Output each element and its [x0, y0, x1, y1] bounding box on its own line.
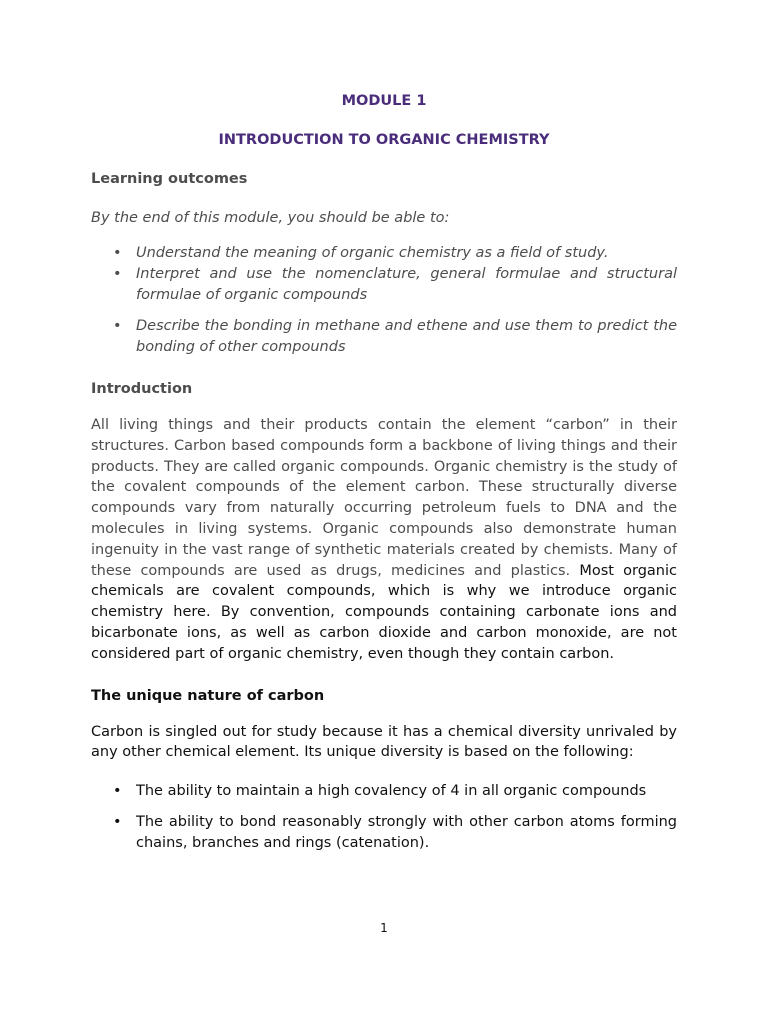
bullet-icon: •	[113, 245, 122, 261]
page-content	[91, 88, 677, 854]
bullet-icon: •	[113, 783, 122, 800]
unique-nature-list	[91, 781, 677, 854]
introduction-text-dark: Most organic chemicals are covalent compounds, which is why we introduce organic chemistry here. By convention, compounds containing carbonate ions and bicarbonate ions, as well as carbon dioxide and carbon monoxide, are not considered part of organic chemistry, even though they contain carbon.	[91, 562, 678, 662]
module-title: MODULE 1	[341, 93, 427, 109]
list-item	[91, 243, 677, 264]
feature-text: The ability to maintain a high covalency of 4 in all organic compounds	[136, 783, 647, 800]
introduction-text-grey: All living things and their products contain the element “carbon” in their structures. Carbon based compounds form a backbone of living things and their products. They are called organic compounds. Organic chemistry is the study of the covalent compounds of the element carbon. These structurally diverse compounds vary from naturally occurring petroleum fuels to DNA and the molecules in living systems. Organic compounds also demonstrate human ingenuity in the vast range of synthetic materials created by chemists. Many of these compounds are used as drugs, medicines and plastics.	[91, 417, 677, 579]
list-item	[91, 264, 677, 306]
unique-nature-paragraph: Carbon is singled out for study because it has a chemical diversity unrivaled by any other chemical element. Its unique diversity is based on the following:	[91, 723, 677, 761]
list-item	[91, 781, 677, 802]
learning-outcomes-intro: By the end of this module, you should be able to:	[91, 210, 450, 226]
outcome-text: Describe the bonding in methane and ethene and use them to predict the bonding of other compounds	[136, 318, 677, 355]
list-item	[91, 316, 677, 358]
module-subtitle: INTRODUCTION TO ORGANIC CHEMISTRY	[218, 132, 550, 148]
introduction-heading: Introduction	[91, 381, 193, 397]
bullet-icon: •	[113, 318, 122, 334]
list-item	[91, 812, 677, 854]
unique-nature-heading: The unique nature of carbon	[91, 687, 325, 704]
introduction-paragraph	[91, 415, 677, 665]
bullet-icon: •	[113, 814, 122, 831]
learning-outcomes-list	[91, 243, 677, 358]
bullet-icon: •	[113, 266, 122, 282]
feature-text: The ability to bond reasonably strongly with other carbon atoms forming chains, branches and rings (catenation).	[136, 814, 677, 852]
page-number: 1	[380, 921, 388, 935]
outcome-text: Interpret and use the nomenclature, general formulae and structural formulae of organic compounds	[136, 266, 677, 303]
outcome-text: Understand the meaning of organic chemistry as a field of study.	[136, 245, 609, 261]
learning-outcomes-heading: Learning outcomes	[91, 171, 248, 187]
